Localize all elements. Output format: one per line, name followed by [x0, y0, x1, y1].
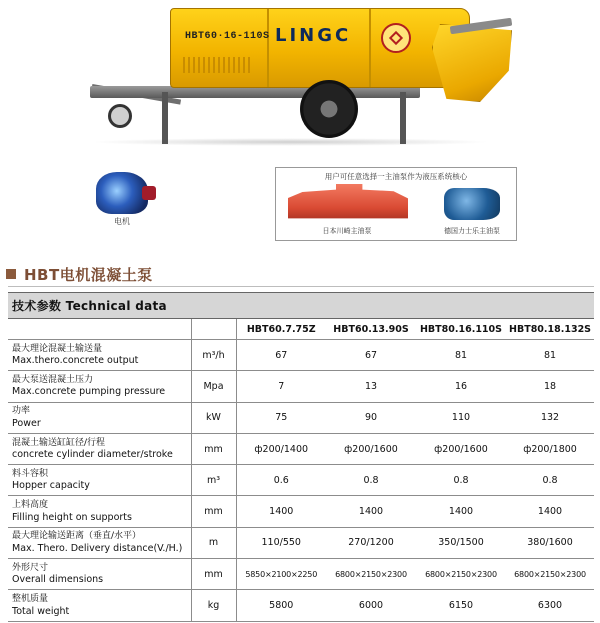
row-label: [8, 433, 191, 464]
row-value: 350/1500: [416, 527, 506, 558]
row-label: [8, 402, 191, 433]
row-value: ф200/1600: [416, 433, 506, 464]
row-value: 6150: [416, 590, 506, 621]
row-unit: mm: [191, 496, 236, 527]
model-name: HBT80.16.110S: [416, 319, 506, 340]
motor-icon: [96, 172, 148, 214]
row-label-english: Overall dimensions: [12, 574, 104, 586]
table-row: [8, 590, 594, 621]
row-label-english: Hopper capacity: [12, 480, 90, 492]
table-header: 技术参数 Technical data: [8, 293, 594, 319]
table-row: [8, 371, 594, 402]
row-value: 0.8: [326, 465, 416, 496]
kawasaki-pump-icon: [288, 184, 408, 224]
row-label: [8, 527, 191, 558]
row-value: 6800×2150×2300: [416, 559, 506, 590]
row-unit: m³/h: [191, 340, 236, 371]
row-value: 67: [236, 340, 326, 371]
row-value: 6800×2150×2300: [506, 559, 594, 590]
brand-emblem-icon: [381, 23, 411, 53]
row-label-chinese: 料斗容积: [12, 468, 49, 479]
row-label: [8, 340, 191, 371]
row-value: ф200/1400: [236, 433, 326, 464]
row-label-chinese: 外形尺寸: [12, 562, 49, 573]
row-value: 75: [236, 402, 326, 433]
table-row: [8, 465, 594, 496]
pump-options-box: [275, 167, 517, 241]
model-row: [8, 319, 594, 340]
row-value: 81: [506, 340, 594, 371]
row-value: 6000: [326, 590, 416, 621]
row-label-english: Total weight: [12, 605, 70, 617]
row-label-chinese: 整机质量: [12, 594, 49, 605]
row-label: [8, 465, 191, 496]
section-title: [6, 265, 153, 283]
row-value: 1400: [236, 496, 326, 527]
row-value: 132: [506, 402, 594, 433]
main-wheel: [300, 80, 358, 138]
row-value: 0.8: [506, 465, 594, 496]
row-unit: mm: [191, 433, 236, 464]
title-square-icon: [6, 269, 16, 279]
concrete-pump-illustration: [70, 0, 530, 150]
housing-brand-label: LINGC: [275, 25, 352, 46]
row-value: 1400: [416, 496, 506, 527]
row-label-chinese: 最大理论输送距离（垂直/水平）: [12, 531, 142, 542]
row-value: 6300: [506, 590, 594, 621]
rexroth-pump-caption: 德国力士乐主油泵: [444, 227, 500, 235]
row-label: [8, 559, 191, 590]
row-label-chinese: 最大理论混凝土输送量: [12, 343, 103, 354]
row-value: 110: [416, 402, 506, 433]
pump-options-heading: 用户可任意选择一主油泵作为液压系统核心: [324, 172, 468, 181]
row-value: 67: [326, 340, 416, 371]
row-value: 110/550: [236, 527, 326, 558]
model-row-spacer: [8, 319, 191, 340]
machine-housing: [170, 8, 470, 88]
row-label-chinese: 最大泵送混凝土压力: [12, 374, 94, 385]
table-row: [8, 527, 594, 558]
row-label-english: Max. Thero. Delivery distance(V./H.): [12, 542, 183, 554]
model-row-spacer: [191, 319, 236, 340]
row-value: 380/1600: [506, 527, 594, 558]
row-value: 6800×2150×2300: [326, 559, 416, 590]
panel-seam: [369, 9, 371, 87]
motor-caption: 电机: [114, 217, 130, 226]
row-label-english: Power: [12, 417, 41, 429]
title-divider: [8, 286, 594, 287]
row-label-english: Max.concrete pumping pressure: [12, 386, 166, 398]
row-label: [8, 371, 191, 402]
row-value: 5850×2100×2250: [236, 559, 326, 590]
row-unit: m³: [191, 465, 236, 496]
row-value: 13: [326, 371, 416, 402]
row-unit: m: [191, 527, 236, 558]
row-value: 1400: [326, 496, 416, 527]
table-header-row: [8, 293, 594, 319]
row-unit: kW: [191, 402, 236, 433]
row-label-english: concrete cylinder diameter/stroke: [12, 449, 173, 461]
row-label: [8, 496, 191, 527]
row-label-english: Max.thero.concrete output: [12, 355, 139, 367]
row-label-chinese: 上料高度: [12, 500, 49, 511]
row-unit: Mpa: [191, 371, 236, 402]
row-label: [8, 590, 191, 621]
table-row: [8, 433, 594, 464]
row-label-chinese: 混凝土输送缸缸径/行程: [12, 437, 106, 448]
row-value: 1400: [506, 496, 594, 527]
row-value: 0.6: [236, 465, 326, 496]
row-value: 90: [326, 402, 416, 433]
panel-seam: [267, 9, 269, 87]
spec-table: [8, 292, 594, 622]
table-row: [8, 340, 594, 371]
row-unit: mm: [191, 559, 236, 590]
row-value: 7: [236, 371, 326, 402]
row-value: 270/1200: [326, 527, 416, 558]
table-row: [8, 559, 594, 590]
support-leg: [400, 92, 406, 144]
hopper-chute: [432, 24, 512, 102]
model-name: HBT60.7.75Z: [236, 319, 326, 340]
row-value: ф200/1800: [506, 433, 594, 464]
housing-model-label: HBT60·16-110S: [185, 31, 270, 42]
row-value: 0.8: [416, 465, 506, 496]
table-row: [8, 496, 594, 527]
jockey-wheel: [108, 104, 132, 128]
row-value: 18: [506, 371, 594, 402]
rexroth-pump-icon: [444, 188, 500, 220]
model-name: HBT80.18.132S: [506, 319, 594, 340]
kawasaki-pump-caption: 日本川崎主油泵: [322, 227, 372, 235]
ground-shadow: [90, 138, 490, 146]
row-value: ф200/1600: [326, 433, 416, 464]
row-value: 5800: [236, 590, 326, 621]
section-title-text: HBT电机混凝土泵: [24, 265, 153, 284]
row-label-english: Filling height on supports: [12, 511, 132, 523]
row-value: 81: [416, 340, 506, 371]
row-label-chinese: 功率: [12, 406, 31, 417]
model-name: HBT60.13.90S: [326, 319, 416, 340]
housing-vent: [183, 57, 253, 73]
table-row: [8, 402, 594, 433]
row-unit: kg: [191, 590, 236, 621]
row-value: 16: [416, 371, 506, 402]
motor-photo: [92, 170, 152, 230]
support-leg: [162, 92, 168, 144]
